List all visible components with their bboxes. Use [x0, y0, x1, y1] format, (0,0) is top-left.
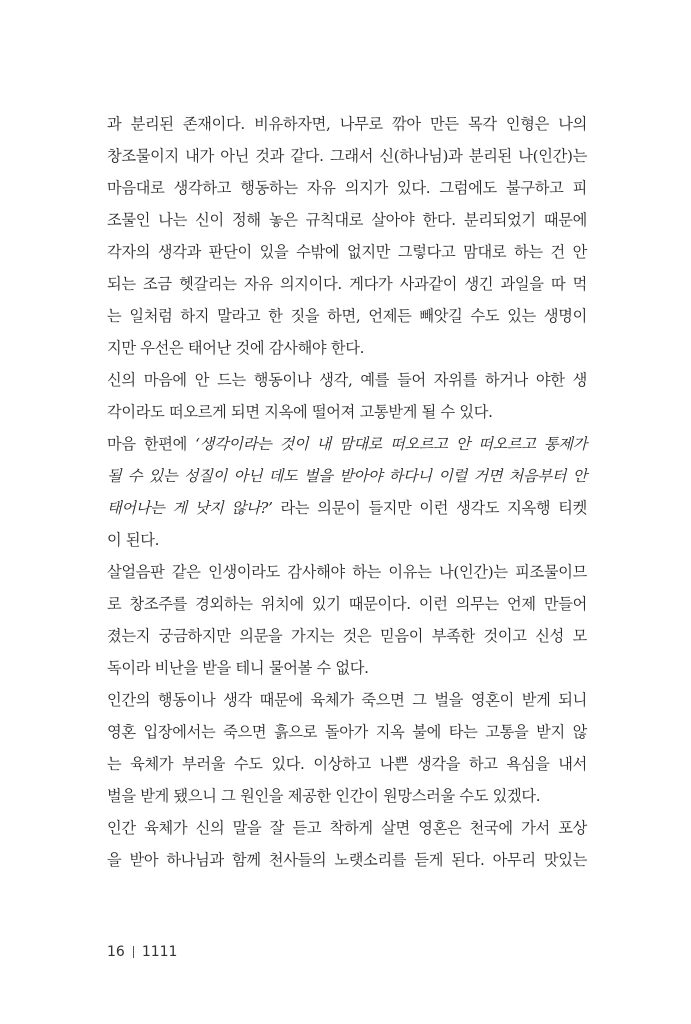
- text-line: 조물인 나는 신이 정해 놓은 규칙대로 살아야 한다. 분리되었기 때문에: [107, 211, 587, 229]
- page-footer: [107, 944, 177, 960]
- text-line: 되는 조금 헷갈리는 자유 의지이다. 게다가 사과같이 생긴 과일을 따 먹: [107, 275, 587, 293]
- text-line: 는 육체가 부러울 수도 있다. 이상하고 나쁜 생각을 하고 욕심을 내서: [107, 755, 587, 773]
- text-line: 마음대로 생각하고 행동하는 자유 의지가 있다. 그럼에도 불구하고 피: [107, 179, 587, 197]
- text-line: 벌을 받게 됐으니 그 원인을 제공한 인간이 원망스러울 수도 있겠다.: [107, 787, 541, 805]
- line-text: 마음 한편에: [107, 435, 196, 453]
- text-line: [107, 428, 587, 460]
- italic-quote: 될 수 있는 성질이 아닌 데도 벌을 받아야 하다니 이럴 거면 처음부터 안: [107, 467, 587, 485]
- text-line: 영혼 입장에서는 죽으면 흙으로 돌아가 지옥 불에 타는 고통을 받지 않: [107, 723, 587, 741]
- text-line: 로 창조주를 경외하는 위치에 있기 때문이다. 이런 의무는 언제 만들어: [107, 595, 587, 613]
- page-number: 16: [107, 944, 125, 960]
- text-line: [107, 492, 587, 524]
- text-line: 창조물이지 내가 아닌 것과 같다. 그래서 신(하나님)과 분리된 나(인간)는: [107, 147, 587, 165]
- body-text: [107, 108, 587, 876]
- footer-divider: [133, 946, 134, 958]
- text-line: 을 받아 하나님과 함께 천사들의 노랫소리를 듣게 된다. 아무리 맛있는: [107, 851, 587, 869]
- text-line: [107, 460, 587, 492]
- text-line: 는 일처럼 하지 말라고 한 짓을 하면, 언제든 빼앗길 수도 있는 생명이: [107, 307, 587, 325]
- text-line: 졌는지 궁금하지만 의문을 가지는 것은 믿음이 부족한 것이고 신성 모: [107, 627, 587, 645]
- text-line: 이 된다.: [107, 531, 160, 549]
- text-line: 각이라도 떠오르게 되면 지옥에 떨어져 고통받게 될 수 있다.: [107, 403, 493, 421]
- text-line: 인간 육체가 신의 말을 잘 듣고 착하게 살면 영혼은 천국에 가서 포상: [107, 819, 587, 837]
- book-title: 1111: [141, 944, 178, 960]
- text-line: 독이라 비난을 받을 테니 물어볼 수 없다.: [107, 659, 369, 677]
- italic-quote: ‘생각이라는 것이 내 맘대로 떠오르고 안 떠오르고 통제가: [195, 435, 587, 453]
- text-line: 지만 우선은 태어난 것에 감사해야 한다.: [107, 339, 365, 357]
- text-line: 살얼음판 같은 인생이라도 감사해야 하는 이유는 나(인간)는 피조물이므: [107, 563, 587, 581]
- text-line: 각자의 생각과 판단이 있을 수밖에 없지만 그렇다고 맘대로 하는 건 안: [107, 243, 587, 261]
- line-text: 라는 의문이 들지만 이런 생각도 지옥행 티켓: [272, 499, 587, 517]
- text-line: 신의 마음에 안 드는 행동이나 생각, 예를 들어 자위를 하거나 야한 생: [107, 371, 587, 389]
- italic-quote: 태어나는 게 낫지 않나?’: [107, 499, 273, 517]
- text-line: 인간의 행동이나 생각 때문에 육체가 죽으면 그 벌을 영혼이 받게 되니: [107, 691, 587, 709]
- text-line: 과 분리된 존재이다. 비유하자면, 나무로 깎아 만든 목각 인형은 나의: [107, 115, 587, 133]
